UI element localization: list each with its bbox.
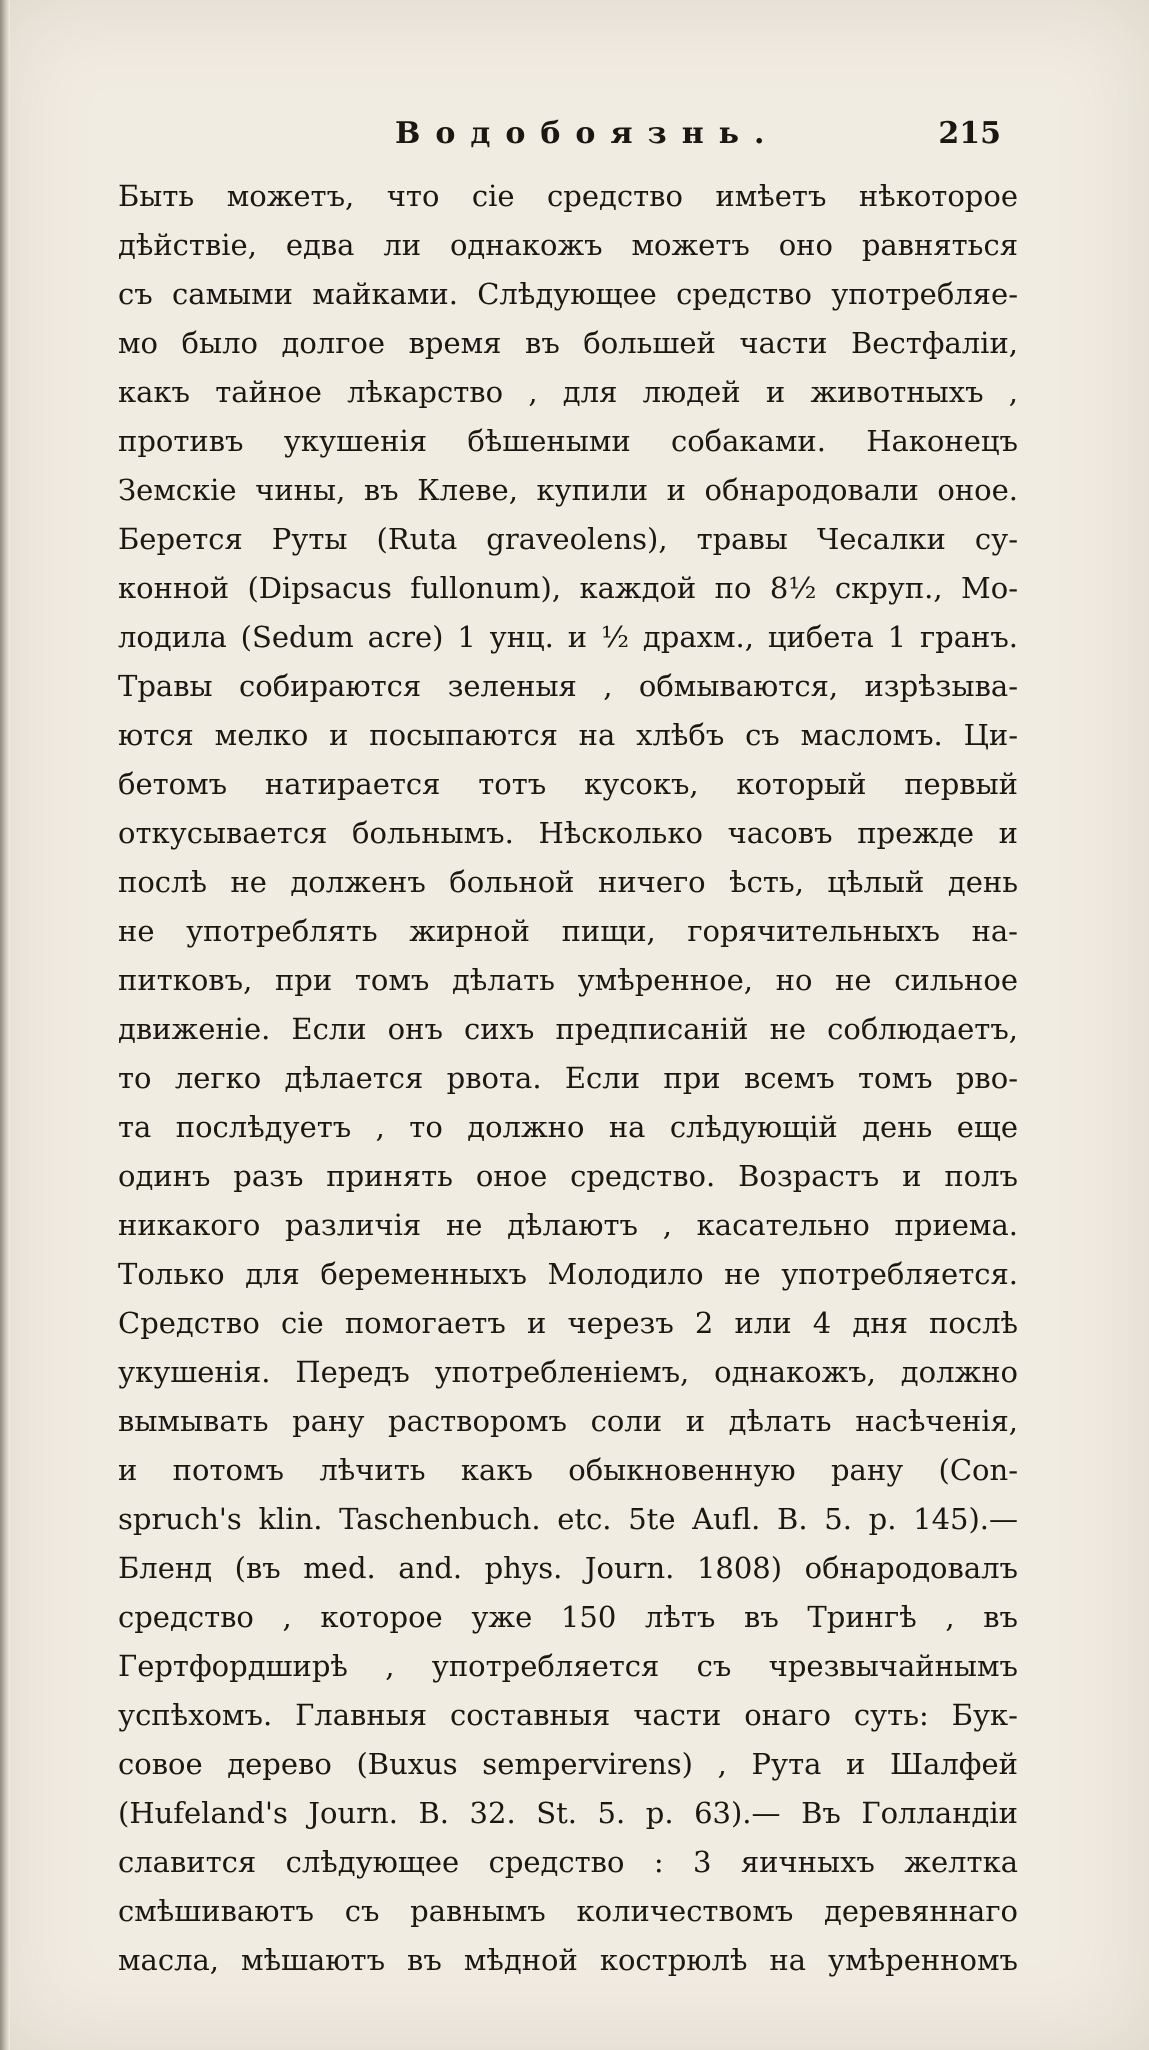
text-line: движеніе. Если онъ сихъ предписаній не соблюдаетъ,	[118, 1012, 1018, 1046]
text-line: (Hufeland's Journ. B. 32. St. 5. p. 63).— Въ Голландіи	[118, 1796, 1018, 1830]
text-line: та послѣдуетъ , то должно на слѣдующій день еще	[118, 1110, 1018, 1144]
text-line: то легко дѣлается рвота. Если при всемъ томъ рво-	[118, 1061, 1018, 1095]
text-line: одинъ разъ принять оное средство. Возрастъ и полъ	[118, 1159, 1018, 1193]
text-line: противъ укушенія бѣшеными собаками. Наконецъ	[118, 424, 1018, 458]
text-line: послѣ не долженъ больной ничего ѣсть, цѣлый день	[118, 865, 1018, 899]
text-line: мо было долгое время въ большей части Вестфаліи,	[118, 326, 1018, 360]
page-header	[0, 112, 1149, 162]
body-text	[118, 172, 1018, 1985]
text-line: Бленд (въ med. and. phys. Journ. 1808) обнародовалъ	[118, 1551, 1018, 1585]
text-line: Гертфордширѣ , употребляется съ чрезвычайнымъ	[118, 1649, 1018, 1683]
page-binding-edge	[0, 0, 10, 2050]
text-line: укушенія. Передъ употребленіемъ, однакожъ, должно	[118, 1355, 1018, 1389]
text-line: вымывать рану растворомъ соли и дѣлать насѣченія,	[118, 1404, 1018, 1438]
text-line: Средство сіе помогаетъ и черезъ 2 или 4 дня послѣ	[118, 1306, 1018, 1340]
text-line: конной (Dipsacus fullonum), каждой по 8½ скруп., Мо-	[118, 571, 1018, 605]
text-line: смѣшиваютъ съ равнымъ количествомъ деревяннаго	[118, 1894, 1018, 1928]
text-line: съ самыми майками. Слѣдующее средство употребляе-	[118, 277, 1018, 311]
text-line: славится слѣдующее средство : 3 яичныхъ желтка	[118, 1845, 1018, 1879]
page-number: 215	[938, 116, 1001, 151]
text-line: средство , которое уже 150 лѣтъ въ Трингѣ , въ	[118, 1600, 1018, 1634]
text-line: и потомъ лѣчить какъ обыкновенную рану (Con-	[118, 1453, 1018, 1487]
text-line: успѣхомъ. Главныя составныя части онаго суть: Бук-	[118, 1698, 1018, 1732]
text-line: ются мелко и посыпаются на хлѣбъ съ масломъ. Ци-	[118, 718, 1018, 752]
text-line: совое дерево (Buxus sempervirens) , Рута и Шалфей	[118, 1747, 1018, 1781]
text-line: Быть можетъ, что сіе средство имѣетъ нѣкоторое	[118, 179, 1018, 213]
text-line: какъ тайное лѣкарство , для людей и животныхъ ,	[118, 375, 1018, 409]
text-line: spruch's klin. Taschenbuch. etc. 5te Aufl. B. 5. p. 145).—	[118, 1502, 1018, 1536]
text-line: дѣйствіе, едва ли однакожъ можетъ оно равняться	[118, 228, 1018, 262]
text-line: масла, мѣшаютъ въ мѣдной кострюлѣ на умѣренномъ	[118, 1943, 1018, 1977]
text-line: Травы собираются зеленыя , обмываются, изрѣзыва-	[118, 669, 1018, 703]
text-line: Земскіе чины, въ Клеве, купили и обнародовали оное.	[118, 473, 1018, 507]
text-line: Берется Руты (Ruta graveolens), травы Чесалки су-	[118, 522, 1018, 556]
text-line: питковъ, при томъ дѣлать умѣренное, но не сильное	[118, 963, 1018, 997]
running-title: Водобоязнь.	[395, 116, 780, 151]
text-line: никакого различія не дѣлаютъ , касательно приема.	[118, 1208, 1018, 1242]
text-line: откусывается больнымъ. Нѣсколько часовъ прежде и	[118, 816, 1018, 850]
text-line: лодила (Sedum acre) 1 унц. и ½ драхм., цибета 1 гранъ.	[118, 620, 1018, 654]
text-line: Только для беременныхъ Молодило не употребляется.	[118, 1257, 1018, 1291]
text-line: не употреблять жирной пищи, горячительныхъ на-	[118, 914, 1018, 948]
text-line: бетомъ натирается тотъ кусокъ, который первый	[118, 767, 1018, 801]
